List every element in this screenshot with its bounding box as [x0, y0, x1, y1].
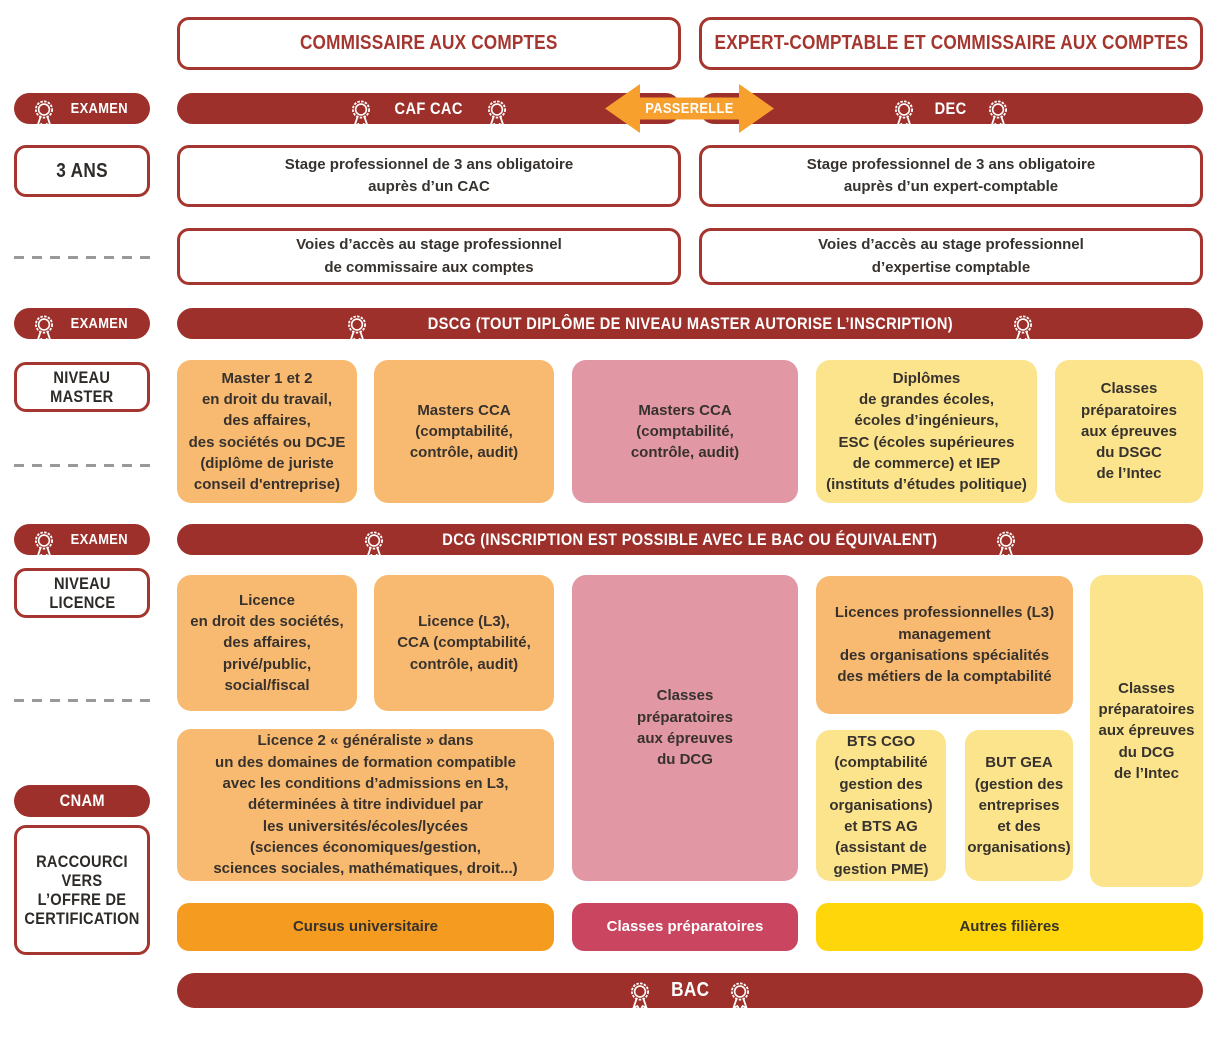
master-cca-prepa-text: Masters CCA (comptabilité, contrôle, audit)	[630, 401, 740, 462]
dashed-separator	[14, 256, 150, 259]
legend-prep-label: Classes préparatoires	[606, 918, 764, 936]
master-box-prepa-intec	[1055, 360, 1203, 503]
award-rosette-icon	[986, 99, 1010, 129]
examen-label: EXAMEN	[70, 531, 128, 548]
stage-box-cac	[177, 145, 681, 207]
licence-box-pro	[816, 576, 1073, 714]
master-droit-text: Master 1 et 2 en droit du travail, des affaires, des sociétés ou DCJE (diplôme de juriste conseil d'entreprise)	[188, 369, 346, 494]
exam-dec-label: DEC	[935, 98, 967, 118]
dashed-separator	[14, 699, 150, 702]
cnam-label: CNAM	[59, 791, 105, 810]
raccourci-box	[14, 825, 150, 955]
profession-box-commissaire	[177, 17, 681, 70]
licence-generaliste-text: Licence 2 « généraliste » dans un des domaines de formation compatible avec les conditions d’admissions en L3, déterminées à titre individuel par les universités/écoles/lycées (sciences économiques/gestion, sciences sociales, mathématiques, droit...)	[213, 732, 518, 878]
master-prepa-intec-text: Classes préparatoires aux épreuves du DSGC de l’Intec	[1081, 380, 1177, 483]
voies-box-cac	[177, 228, 681, 285]
voies-cac-text: Voies d’accès au stage professionnel de commissaire aux comptes	[296, 236, 562, 276]
exam-dcg-label: DCG (INSCRIPTION EST POSSIBLE AVEC LE BAC OU ÉQUIVALENT)	[442, 529, 938, 549]
award-rosette-icon	[32, 530, 56, 560]
master-grandes-ecoles-text: Diplômes de grandes écoles, écoles d’ingénieurs, ESC (écoles supérieures de commerce) et IEP (instituts d’études politique)	[826, 369, 1027, 494]
voies-box-expert	[699, 228, 1203, 285]
exam-dscg-label: DSCG (TOUT DIPLÔME DE NIVEAU MASTER AUTORISE L’INSCRIPTION)	[427, 313, 953, 333]
licence-box-bts	[816, 730, 946, 881]
exam-bar-dcg	[177, 524, 1203, 555]
profession-label: COMMISSAIRE AUX COMPTES	[300, 32, 558, 54]
licence-prepa-intec-text: Classes préparatoires aux épreuves du DCG de l’Intec	[1098, 679, 1195, 782]
licence-box-prepa-intec	[1090, 575, 1203, 887]
licence-cca-text: Licence (L3), CCA (comptabilité, contrôle, audit)	[397, 613, 531, 673]
examen-badge-dscg	[14, 308, 150, 339]
award-rosette-icon	[728, 981, 752, 1011]
licence-prepa-dcg-text: Classes préparatoires aux épreuves du DCG	[637, 687, 733, 769]
exam-bac-label: BAC	[670, 979, 710, 1001]
cnam-badge	[14, 785, 150, 817]
legend-cursus-universitaire	[177, 903, 554, 951]
level-licence-label: NIVEAU LICENCE	[49, 573, 115, 612]
exam-bar-bac	[177, 973, 1203, 1008]
stage-cac-text: Stage professionnel de 3 ans obligatoire auprès d’un CAC	[284, 155, 574, 195]
level-box-licence	[14, 568, 150, 618]
master-box-cca-universitaire	[374, 360, 554, 503]
award-rosette-icon	[485, 99, 509, 129]
award-rosette-icon	[349, 99, 373, 129]
level-box-master	[14, 362, 150, 412]
profession-label: EXPERT-COMPTABLE ET COMMISSAIRE AUX COMPTES	[714, 32, 1188, 54]
legend-classes-preparatoires	[572, 903, 798, 951]
licence-box-prepa-dcg	[572, 575, 798, 881]
duration-label: 3 ANS	[56, 159, 108, 182]
licence-but-gea-text: BUT GEA (gestion des entreprises et des organisations)	[967, 754, 1071, 857]
award-rosette-icon	[628, 981, 652, 1011]
licence-box-droit	[177, 575, 357, 711]
examen-badge-dcg	[14, 524, 150, 555]
award-rosette-icon	[345, 314, 369, 344]
legend-other-label: Autres filières	[959, 918, 1060, 936]
legend-autres-filieres	[816, 903, 1203, 951]
licence-bts-text: BTS CGO (comptabilité gestion des organisations) et BTS AG (assistant de gestion PME)	[829, 732, 933, 878]
legend-university-label: Cursus universitaire	[292, 918, 439, 936]
stage-expert-text: Stage professionnel de 3 ans obligatoire auprès d’un expert-comptable	[806, 155, 1096, 195]
stage-box-expert	[699, 145, 1203, 207]
level-master-label: NIVEAU MASTER	[50, 367, 114, 406]
exam-cafcac-label: CAF CAC	[394, 98, 464, 118]
exam-bar-dscg	[177, 308, 1203, 339]
award-rosette-icon	[892, 99, 916, 129]
dashed-separator	[14, 464, 150, 467]
raccourci-label: RACCOURCI VERS L’OFFRE DE CERTIFICATION	[24, 851, 140, 929]
duration-box-3ans	[14, 145, 150, 197]
licence-box-cca	[374, 575, 554, 711]
licence-box-but-gea	[965, 730, 1073, 881]
profession-box-expert-comptable	[699, 17, 1203, 70]
examen-label: EXAMEN	[70, 100, 128, 117]
licence-droit-text: Licence en droit des sociétés, des affaires, privé/public, social/fiscal	[190, 591, 344, 694]
passerelle-arrow	[603, 81, 776, 136]
passerelle-label: PASSERELLE	[645, 100, 734, 117]
award-rosette-icon	[32, 314, 56, 344]
award-rosette-icon	[362, 530, 386, 560]
master-box-cca-prepa	[572, 360, 798, 503]
award-rosette-icon	[1011, 314, 1035, 344]
examen-badge-cafcac	[14, 93, 150, 124]
voies-expert-text: Voies d’accès au stage professionnel d’expertise comptable	[818, 236, 1084, 276]
licence-box-generaliste	[177, 729, 554, 881]
licence-pro-text: Licences professionnelles (L3) management des organisations spécialités des métiers de la comptabilité	[834, 604, 1055, 686]
master-cca-text: Masters CCA (comptabilité, contrôle, audit)	[409, 401, 519, 462]
master-box-droit	[177, 360, 357, 503]
examen-label: EXAMEN	[70, 315, 128, 332]
master-box-grandes-ecoles	[816, 360, 1037, 503]
award-rosette-icon	[32, 99, 56, 129]
award-rosette-icon	[994, 530, 1018, 560]
